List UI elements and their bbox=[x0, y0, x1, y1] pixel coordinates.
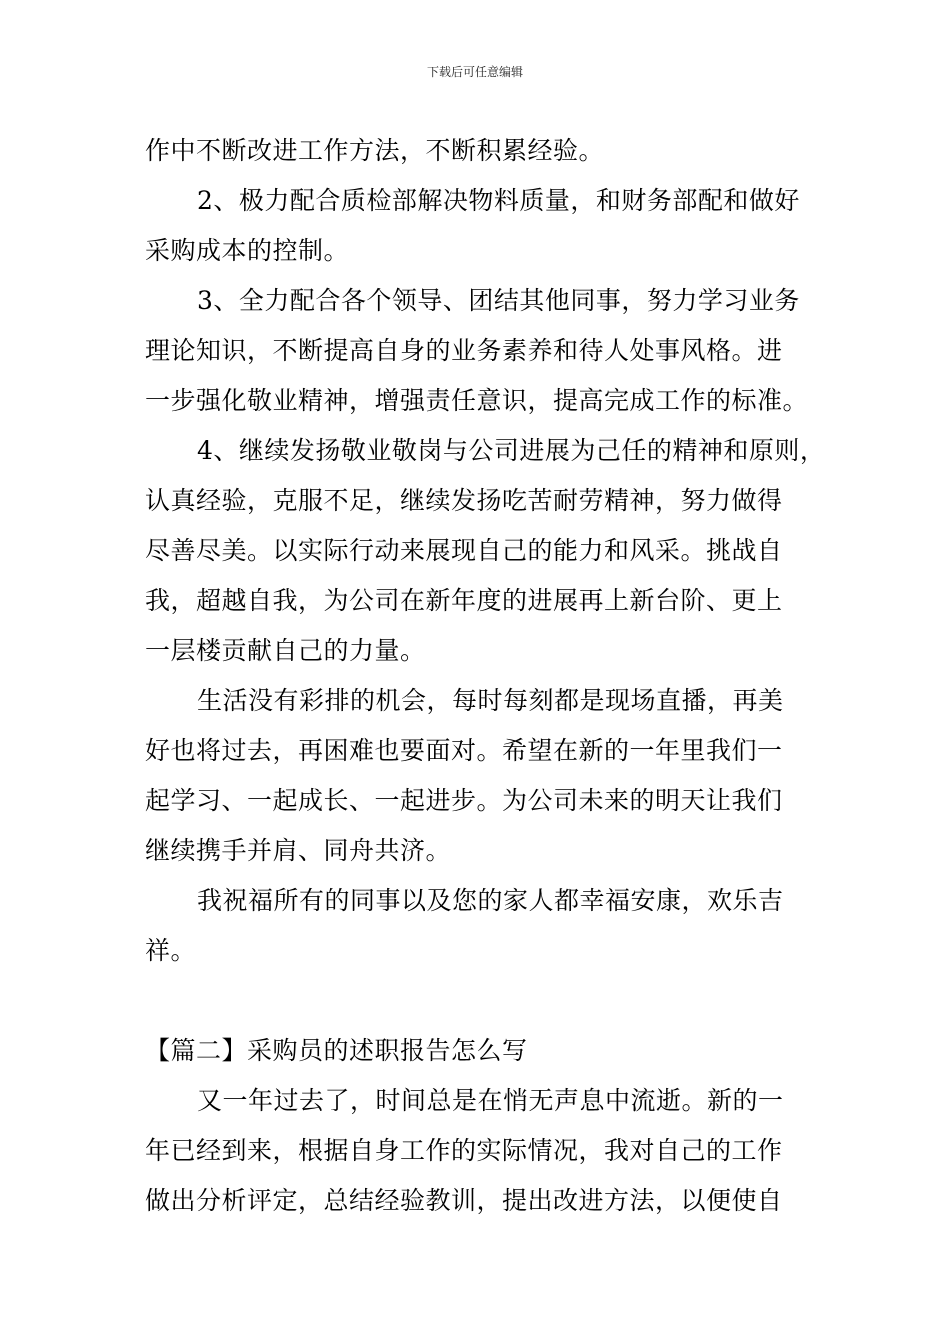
text-line: 一层楼贡献自己的力量。 bbox=[145, 636, 426, 665]
document-body bbox=[145, 126, 826, 1226]
text-line: 祥。 bbox=[145, 936, 197, 965]
text-line: 我祝福所有的同事以及您的家人都幸福安康，欢乐吉 bbox=[197, 886, 784, 915]
text-line: 生活没有彩排的机会，每时每刻都是现场直播，再美 bbox=[197, 686, 784, 715]
paragraph-spacer bbox=[145, 976, 817, 1026]
text-line: 认真经验，克服不足，继续发扬吃苦耐劳精神，努力做得 bbox=[145, 486, 783, 515]
text-line: 2、极力配合质检部解决物料质量，和财务部配和做好 bbox=[197, 186, 800, 215]
text-line: 继续携手并肩、同舟共济。 bbox=[145, 836, 452, 865]
text-line: 尽善尽美。以实际行动来展现自己的能力和风采。挑战自 bbox=[145, 536, 783, 565]
text-line: 做出分析评定，总结经验教训，提出改进方法，以便使自 bbox=[145, 1186, 783, 1215]
text-line: 起学习、一起成长、一起进步。为公司未来的明天让我们 bbox=[145, 786, 783, 815]
text-line: 采购成本的控制。 bbox=[145, 236, 350, 265]
text-line: 又一年过去了，时间总是在悄无声息中流逝。新的一 bbox=[197, 1086, 784, 1115]
text-line: 理论知识，不断提高自身的业务素养和待人处事风格。进 bbox=[145, 336, 783, 365]
page-header: 下载后可任意编辑 bbox=[426, 65, 523, 79]
text-line: 3、全力配合各个领导、团结其他同事，努力学习业务 bbox=[197, 286, 800, 315]
text-line: 好也将过去，再困难也要面对。希望在新的一年里我们一 bbox=[145, 736, 783, 765]
text-line: 年已经到来，根据自身工作的实际情况，我对自己的工作 bbox=[145, 1136, 783, 1165]
text-line: 作中不断改进工作方法，不断积累经验。 bbox=[145, 136, 605, 165]
text-line: 4、继续发扬敬业敬岗与公司进展为己任的精神和原则， bbox=[197, 436, 826, 465]
text-line: 我，超越自我，为公司在新年度的进展再上新台阶、更上 bbox=[145, 586, 783, 615]
text-line: 一步强化敬业精神，增强责任意识，提高完成工作的标准。 bbox=[145, 386, 809, 415]
section-heading: 【篇二】采购员的述职报告怎么写 bbox=[145, 1036, 528, 1065]
